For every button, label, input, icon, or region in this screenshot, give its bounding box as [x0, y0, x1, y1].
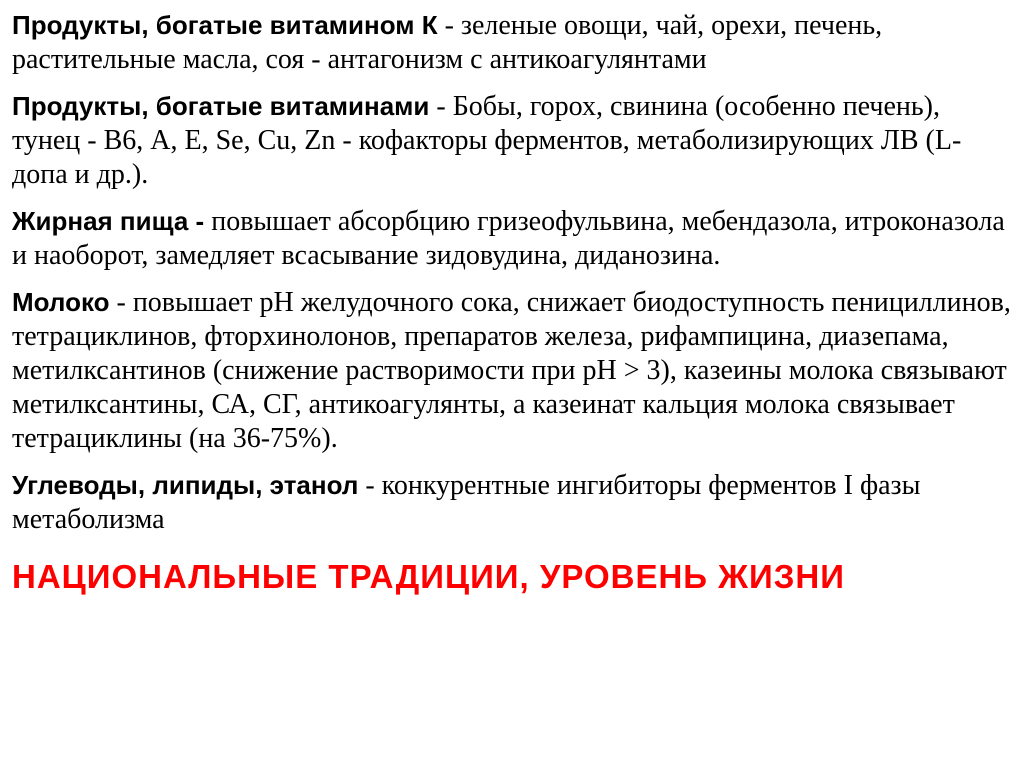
paragraph-carbs-lipids-ethanol [12, 468, 1012, 537]
paragraph-vitamin-k [12, 8, 1012, 77]
paragraph-fatty-food [12, 204, 1012, 273]
paragraph-carbs-lipids-ethanol-heading: Углеводы, липиды, этанол [12, 470, 359, 500]
paragraph-vitamins-text: - Бобы, горох, свинина (особенно печень), тунец - В6, А, Е, Se, Cu, Zn - кофакторы ферментов, метаболизирующих ЛВ (L-допа и др.). [12, 91, 962, 190]
paragraph-vitamins-heading: Продукты, богатые витаминами [12, 91, 430, 121]
paragraph-milk-heading: Молоко [12, 287, 110, 317]
paragraph-milk-text: - повышает рН желудочного сока, снижает биодоступность пенициллинов, тетрациклинов, фторхинолонов, препаратов железа, рифампицина, диазепама, метилксантинов (снижение растворимости при рН > 3), казеины молока связывают метилксантины, СА, СГ, антикоагулянты, а казеинат кальция молока связывает тетрациклины (на 36-75%). [12, 287, 1011, 454]
paragraph-carbs-lipids-ethanol-text: - конкурентные ингибиторы ферментов I фазы метаболизма [12, 470, 921, 535]
slide-title: НАЦИОНАЛЬНЫЕ ТРАДИЦИИ, УРОВЕНЬ ЖИЗНИ [12, 558, 845, 595]
paragraph-fatty-food-heading: Жирная пища - [12, 206, 205, 236]
paragraph-vitamins [12, 89, 1012, 192]
paragraph-vitamin-k-text: - зеленые овощи, чай, орехи, печень, растительные масла, соя - антагонизм с антикоагулянтами [12, 10, 883, 75]
paragraph-fatty-food-text: повышает абсорбцию гризеофульвина, мебендазола, итроконазола и наоборот, замедляет всасывание зидовудина, диданозина. [12, 206, 1005, 271]
paragraph-vitamin-k-heading: Продукты, богатые витамином К [12, 10, 438, 40]
paragraph-milk [12, 285, 1012, 456]
slide-content [12, 8, 1012, 597]
